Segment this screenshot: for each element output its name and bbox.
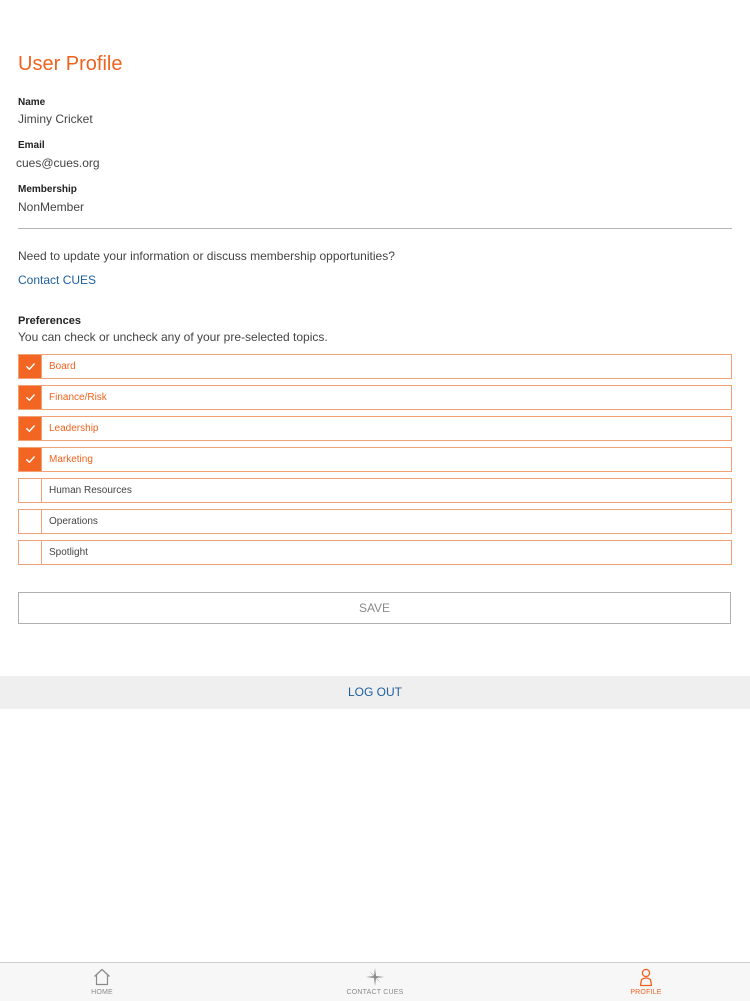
topic-label: Spotlight [49,547,88,558]
topic-checkbox-finance-risk[interactable] [18,385,732,410]
tab-label: CONTACT CUES [346,989,404,996]
contact-cues-link[interactable]: Contact CUES [18,273,97,287]
compass-star-icon [365,967,385,987]
home-icon [92,967,112,987]
logout-button[interactable]: LOG OUT [0,676,750,709]
topic-checkbox-spotlight[interactable] [18,540,732,565]
topic-checkbox-board[interactable] [18,354,732,379]
topic-label: Marketing [49,454,93,465]
preferences-subtext: You can check or uncheck any of your pre-selected topics. [18,330,328,344]
divider [18,228,732,229]
checkmark-icon [25,423,36,434]
checkbox-box [19,541,42,564]
checkmark-icon [25,392,36,403]
topic-checkbox-human-resources[interactable] [18,478,732,503]
topic-checkbox-operations[interactable] [18,509,732,534]
checkmark-icon [25,454,36,465]
topic-label: Leadership [49,423,99,434]
save-button[interactable]: SAVE [18,592,731,624]
page-title: User Profile [18,53,123,75]
tab-contact-cues[interactable] [315,963,435,1001]
email-label: Email [18,140,45,151]
topic-label: Finance/Risk [49,392,107,403]
tab-label: HOME [91,989,113,996]
topic-checkbox-marketing[interactable] [18,447,732,472]
topic-label: Board [49,361,76,372]
checkbox-box [19,448,42,471]
checkbox-box [19,417,42,440]
name-value: Jiminy Cricket [18,112,93,126]
bottom-tab-bar [0,962,750,1001]
tab-profile[interactable] [586,963,706,1001]
checkbox-box [19,479,42,502]
name-label: Name [18,97,46,108]
tab-label: PROFILE [630,989,662,996]
membership-value: NonMember [18,200,85,214]
email-value: cues@cues.org [16,156,100,170]
checkbox-box [19,355,42,378]
membership-label: Membership [18,184,77,195]
topics-list [18,354,732,571]
topic-label: Operations [49,516,98,527]
checkbox-box [19,510,42,533]
person-icon [636,967,656,987]
checkmark-icon [25,361,36,372]
topic-label: Human Resources [49,485,132,496]
preferences-heading: Preferences [18,315,81,327]
update-info-text: Need to update your information or discuss membership opportunities? [18,249,395,263]
tab-home[interactable] [42,963,162,1001]
checkbox-box [19,386,42,409]
topic-checkbox-leadership[interactable] [18,416,732,441]
